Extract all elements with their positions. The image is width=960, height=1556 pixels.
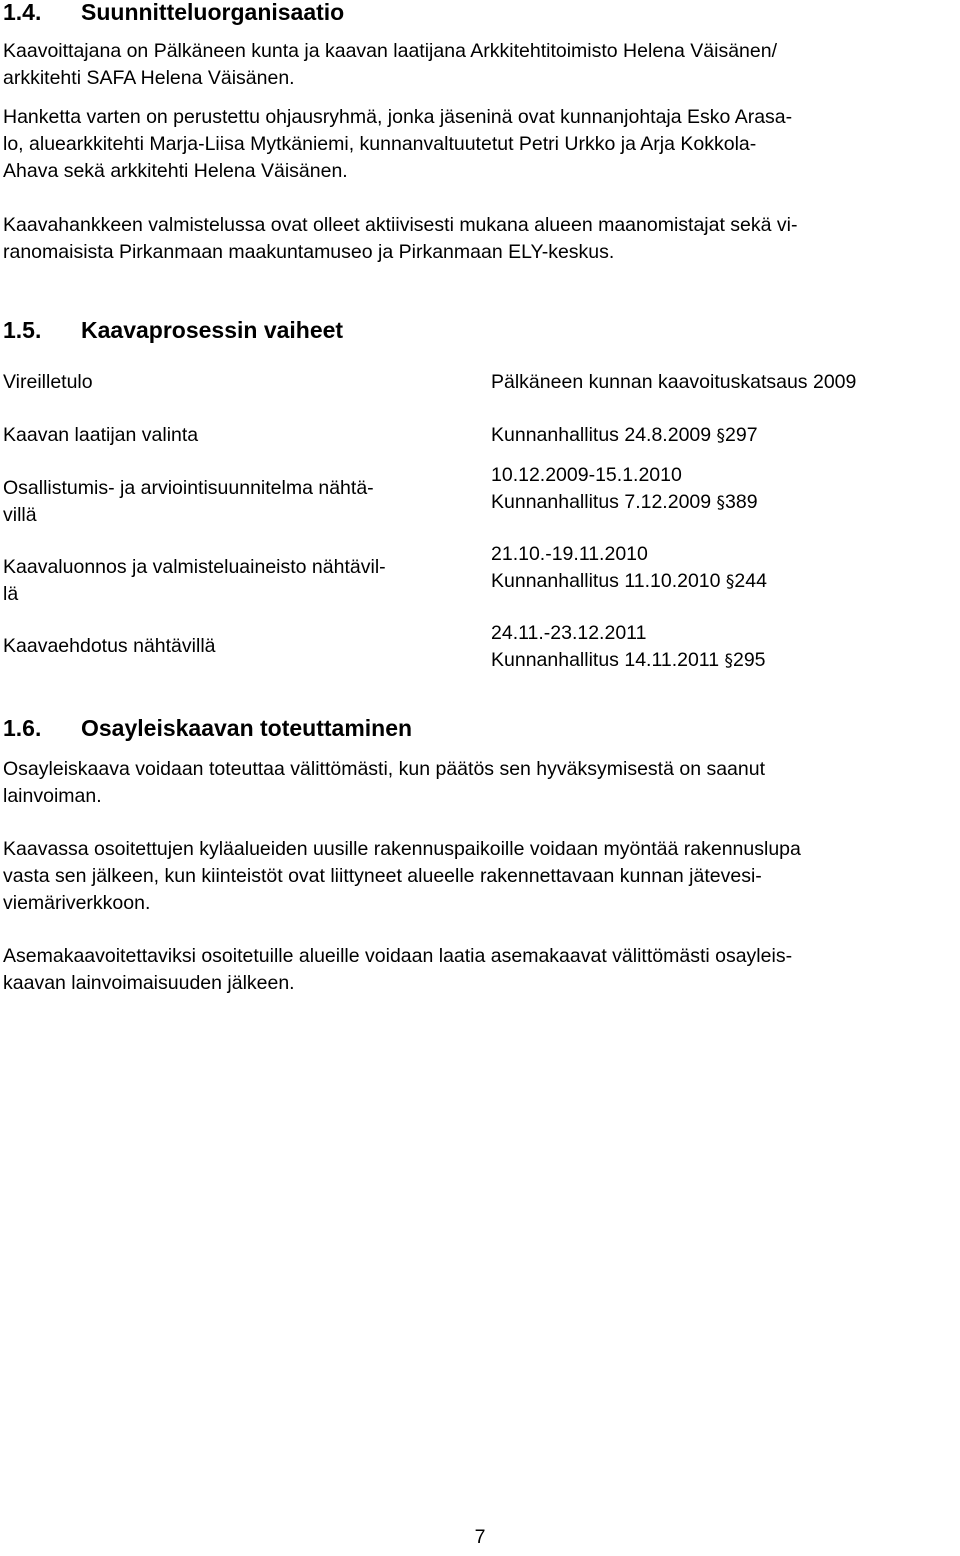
text-line: Kaavoittajana on Pälkäneen kunta ja kaavan laatijana Arkkitehtitoimisto Helena Väisänen/ <box>3 40 778 62</box>
text-line: villä <box>3 504 37 526</box>
paragraph <box>3 943 958 997</box>
phase-value <box>491 369 856 396</box>
section-sign: § <box>716 426 726 446</box>
text-line: 24.11.-23.12.2011 <box>491 622 647 644</box>
phase-label <box>3 422 198 449</box>
phase-value <box>491 422 758 450</box>
text-line: 10.12.2009-15.1.2010 <box>491 464 682 486</box>
text-line: Kunnanhallitus 14.11.2011 <box>491 649 720 671</box>
paragraph <box>3 836 958 917</box>
phase-value <box>491 462 758 517</box>
text-line: vasta sen jälkeen, kun kiinteistöt ovat liittyneet alueelle rakennettavaan kunnan jätevesi- <box>3 865 762 887</box>
text-line: Pälkäneen kunnan kaavoituskatsaus 2009 <box>491 371 857 393</box>
text-line: Kunnanhallitus 24.8.2009 <box>491 424 712 446</box>
paragraph <box>3 212 958 266</box>
text-line: Vireilletulo <box>3 371 93 393</box>
decision-reference: 389 <box>725 491 758 513</box>
section-sign: § <box>725 572 735 592</box>
section-sign: § <box>716 493 726 513</box>
text-line: ranomaisista Pirkanmaan maakuntamuseo ja Pirkanmaan ELY-keskus. <box>3 241 615 263</box>
text-line: 21.10.-19.11.2010 <box>491 543 648 565</box>
section-1-6-heading <box>3 715 412 741</box>
paragraph <box>3 38 958 92</box>
paragraph <box>3 104 958 185</box>
text-line: Ahava sekä arkkitehti Helena Väisänen. <box>3 160 348 182</box>
section-number: 1.6. <box>3 715 42 741</box>
text-line: Kaavan laatijan valinta <box>3 424 199 446</box>
section-1-4-heading <box>3 0 344 25</box>
phase-label <box>3 554 386 608</box>
phase-label <box>3 475 374 529</box>
phase-value <box>491 620 766 675</box>
text-line: Osallistumis- ja arviointisuunnitelma nähtä- <box>3 477 374 499</box>
phase-label <box>3 633 216 660</box>
text-line: lä <box>3 583 19 605</box>
text-line: Osayleiskaava voidaan toteuttaa välittömästi, kun päätös sen hyväksymisestä on saanut <box>3 758 766 780</box>
section-number: 1.5. <box>3 317 42 343</box>
text-line: lo, aluearkkitehti Marja-Liisa Mytkäniemi, kunnanvaltuutetut Petri Urkko ja Arja Kokkola- <box>3 133 757 155</box>
text-line: lainvoiman. <box>3 785 102 807</box>
phase-label <box>3 369 93 396</box>
section-sign: § <box>724 651 733 671</box>
section-1-5-heading <box>3 317 343 343</box>
text-line: Kaavaehdotus nähtävillä <box>3 635 216 657</box>
text-line: Kaavahankkeen valmistelussa ovat olleet aktiivisesti mukana alueen maanomistajat sekä vi- <box>3 214 798 236</box>
text-line: Kunnanhallitus 11.10.2010 <box>491 570 721 592</box>
text-line: kaavan lainvoimaisuuden jälkeen. <box>3 972 295 994</box>
paragraph <box>3 756 958 810</box>
text-line: Asemakaavoitettaviksi osoitetuille alueille voidaan laatia asemakaavat välittömästi osayleis- <box>3 945 793 967</box>
section-number: 1.4. <box>3 0 42 25</box>
text-line: Kaavaluonnos ja valmisteluaineisto nähtävil- <box>3 556 386 578</box>
text-line: viemäriverkkoon. <box>3 892 151 914</box>
phase-value <box>491 541 767 596</box>
section-title: Kaavaprosessin vaiheet <box>81 317 344 343</box>
page-number: 7 <box>474 1526 486 1548</box>
section-title: Suunnitteluorganisaatio <box>81 0 345 25</box>
decision-reference: 297 <box>725 424 758 446</box>
text-line: Hanketta varten on perustettu ohjausryhmä, jonka jäseninä ovat kunnanjohtaja Esko Arasa- <box>3 106 793 128</box>
section-title: Osayleiskaavan toteuttaminen <box>81 715 413 741</box>
decision-reference: 244 <box>734 570 767 592</box>
text-line: Kunnanhallitus 7.12.2009 <box>491 491 712 513</box>
text-line: Kaavassa osoitettujen kyläalueiden uusille rakennuspaikoille voidaan myöntää rakennuslupa <box>3 838 801 860</box>
decision-reference: 295 <box>732 649 766 671</box>
text-line: arkkitehti SAFA Helena Väisänen. <box>3 67 295 89</box>
